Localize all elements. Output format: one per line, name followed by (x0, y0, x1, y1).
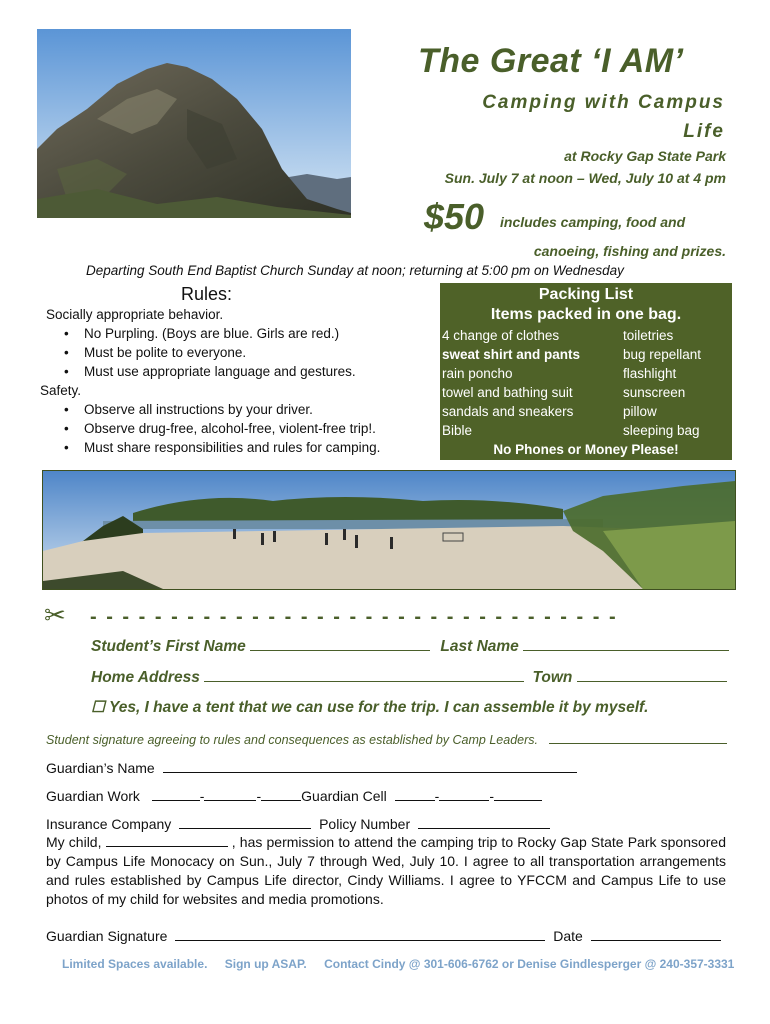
date-label: Date (553, 928, 583, 944)
guardian-cell-prefix-field[interactable] (439, 787, 489, 801)
guardian-work-label: Guardian Work (46, 788, 140, 804)
packing-item: sunscreen (623, 385, 686, 400)
event-subtitle-continued: Life (683, 121, 725, 142)
insurance-label: Insurance Company (46, 816, 172, 832)
guardian-cell-label: Guardian Cell (301, 788, 387, 804)
rule-item: • Observe drug-free, alcohol-free, violent-free trip!. (64, 421, 376, 436)
first-name-row (91, 636, 729, 656)
rule-item: • No Purpling. (Boys are blue. Girls are red.) (64, 326, 340, 341)
town-field[interactable] (577, 667, 727, 682)
scissors-icon: ✂ (44, 600, 66, 630)
date-field[interactable] (591, 927, 721, 941)
contact-footer (62, 957, 748, 971)
packing-list-title: Packing List (538, 286, 634, 303)
first-name-field[interactable] (250, 636, 430, 651)
packing-item: pillow (623, 404, 657, 419)
packing-item: Bible (442, 423, 473, 438)
insurance-field[interactable] (179, 815, 311, 829)
town-label: Town (532, 669, 573, 686)
event-price: $50 (424, 196, 485, 237)
guardian-cell-line-field[interactable] (494, 787, 542, 801)
tent-checkbox[interactable]: ☐ (91, 699, 105, 716)
bullet-icon: • (64, 345, 69, 360)
event-subtitle: Camping with Campus (482, 92, 725, 113)
policy-label: Policy Number (319, 816, 411, 832)
guardian-phone-row: Guardian Work - - Guardian Cell - - (46, 787, 542, 804)
rule-item: • Must use appropriate language and gestures. (64, 364, 356, 379)
child-name-field[interactable] (106, 833, 228, 847)
footer-limited-spaces: Limited Spaces available. (62, 957, 208, 971)
packing-item: sleeping bag (623, 423, 700, 438)
bullet-icon: • (64, 364, 69, 379)
guardian-signature-row (46, 927, 721, 944)
guardian-name-field[interactable] (163, 759, 577, 773)
cut-line: - - - - - - - - - - - - - - - - - - - - - - - - - - - - - - - - - (90, 606, 618, 628)
tent-text: Yes, I have a tent that we can use for the trip. I can assemble it by myself. (108, 699, 649, 716)
packing-list-subtitle: Items packed in one bag. (490, 306, 682, 323)
tent-row (91, 698, 648, 717)
home-address-field[interactable] (204, 667, 524, 682)
footer-contact: Contact Cindy @ 301-606-6762 or Denise Gindlesperger @ 240-357-3331 (324, 957, 735, 971)
first-name-label: Student’s First Name (91, 638, 246, 655)
insurance-row (46, 815, 550, 832)
guardian-work-area-field[interactable] (152, 787, 200, 801)
rule-item: • Observe all instructions by your driver. (64, 402, 313, 417)
guardian-work-line-field[interactable] (261, 787, 301, 801)
packing-list-footer: No Phones or Money Please! (493, 442, 679, 457)
event-title: The Great ‘I AM’ (418, 42, 684, 80)
packing-item: sweat shirt and pants (442, 347, 581, 362)
rules-heading: Rules: (181, 284, 233, 304)
guardian-work-prefix-field[interactable] (204, 787, 256, 801)
event-venue: at Rocky Gap State Park (564, 148, 726, 164)
bullet-icon: • (64, 402, 69, 417)
student-signature-note: Student signature agreeing to rules and consequences as established by Camp Leaders. (46, 733, 538, 747)
beach-panorama-photo (42, 470, 736, 590)
event-dates: Sun. July 7 at noon – Wed, July 10 at 4 pm (444, 170, 726, 186)
packing-item: bug repellant (623, 347, 702, 362)
bullet-icon: • (64, 326, 69, 341)
packing-item: towel and bathing suit (442, 385, 573, 400)
permission-statement: My child, , has permission to attend the camping trip to Rocky Gap State Park sponsored by Campus Life Monocacy on Sun., July 7 through Wed, July 10. I agree to all transportation arrangements and rules established by Campus Life director, Cindy Williams. I agree to YFCCM and Campus Life to use photos of my child for websites and media promotions. (46, 834, 726, 907)
guardian-signature-label: Guardian Signature (46, 928, 168, 944)
guardian-cell-area-field[interactable] (395, 787, 435, 801)
student-signature-row (46, 731, 727, 747)
last-name-field[interactable] (523, 636, 729, 651)
last-name-label: Last Name (440, 638, 519, 655)
student-signature-field[interactable] (549, 731, 727, 744)
price-description: includes camping, food and (500, 214, 686, 230)
guardian-name-label: Guardian’s Name (46, 760, 155, 776)
packing-item: sandals and sneakers (442, 404, 574, 419)
rules-section-safety: Safety. (40, 383, 82, 398)
price-description-continued: canoeing, fishing and prizes. (533, 243, 726, 259)
packing-item: flashlight (623, 366, 677, 381)
rules-section-behavior: Socially appropriate behavior. (46, 307, 224, 322)
packing-item: 4 change of clothes (442, 328, 560, 343)
footer-sign-up: Sign up ASAP. (224, 957, 307, 971)
home-address-label: Home Address (91, 669, 200, 686)
address-row (91, 667, 727, 687)
packing-list-box (440, 283, 732, 460)
rule-item: • Must share responsibilities and rules for camping. (64, 440, 381, 455)
bullet-icon: • (64, 440, 69, 455)
bullet-icon: • (64, 421, 69, 436)
mountain-photo (37, 29, 351, 218)
packing-item: toiletries (623, 328, 674, 343)
packing-item: rain poncho (442, 366, 513, 381)
departure-info: Departing South End Baptist Church Sunday at noon; returning at 5:00 pm on Wednesday (86, 263, 624, 278)
policy-field[interactable] (418, 815, 550, 829)
guardian-signature-field[interactable] (175, 927, 545, 941)
rule-item: • Must be polite to everyone. (64, 345, 247, 360)
guardian-name-row (46, 759, 577, 776)
